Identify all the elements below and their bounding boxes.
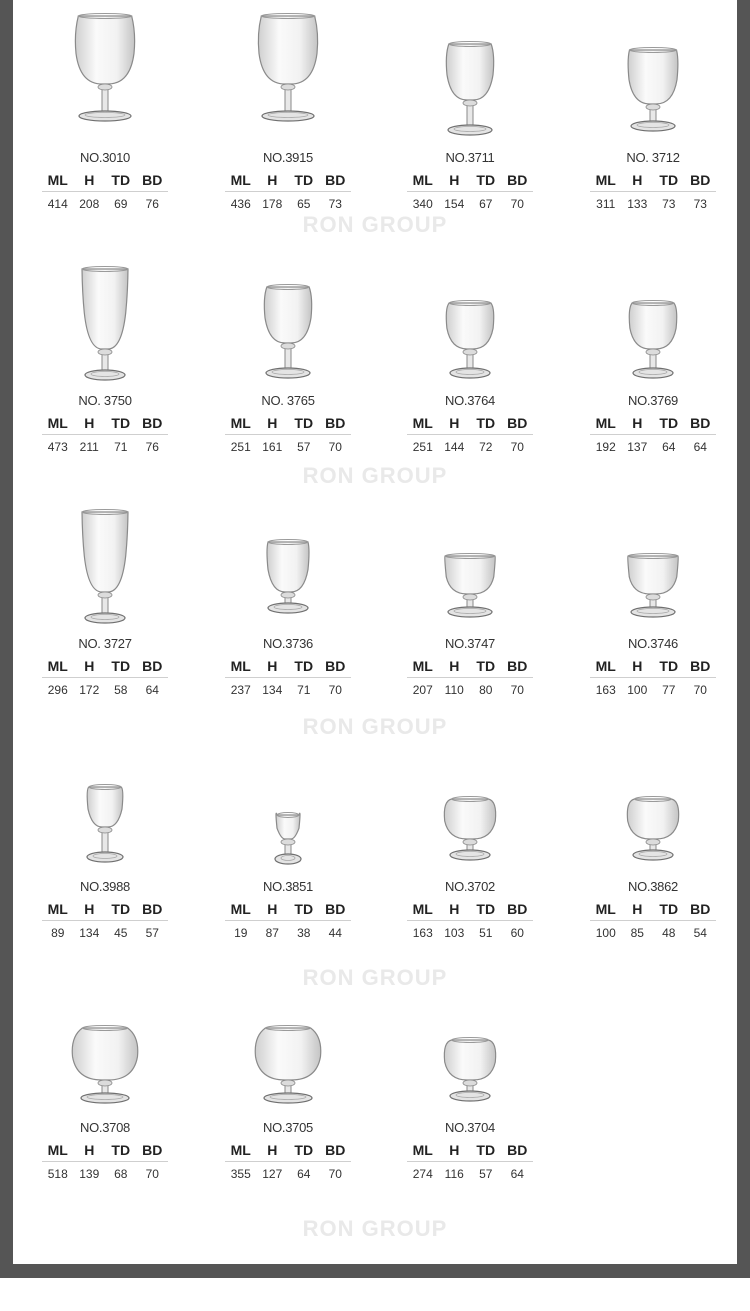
spec-value: 237 [230,683,251,697]
spec-header: H [267,172,278,188]
spec-header: TD [476,901,496,917]
spec-header-row [42,1142,168,1162]
spec-value: 296 [47,683,68,697]
spec-header: TD [476,415,496,431]
spec-header: H [449,1142,460,1158]
spec-header-row [225,901,351,921]
spec-header: BD [142,172,163,188]
product-card [213,492,363,712]
spec-header: TD [294,415,314,431]
spec-value: 54 [693,926,707,940]
spec-header: H [267,901,278,917]
spec-header: H [449,172,460,188]
spec-value: 172 [79,683,100,697]
glass-image [395,6,545,146]
spec-value: 134 [79,926,100,940]
spec-header: ML [47,172,68,188]
spec-value: 70 [510,197,524,211]
model-number: NO.3708 [80,1120,130,1135]
watermark: RON GROUP [302,965,448,990]
spec-header: BD [325,172,346,188]
spec-value: 163 [412,926,433,940]
spec-header: TD [659,172,679,188]
spec-header: BD [142,415,163,431]
spec-value: 67 [479,197,493,211]
spec-value: 60 [510,926,524,940]
spec-value: 70 [328,1167,342,1181]
product-card [213,6,363,226]
spec-header: ML [230,172,251,188]
spec-header-row [407,658,533,678]
spec-header: ML [412,1142,433,1158]
model-number: NO.3705 [263,1120,313,1135]
spec-value: 311 [596,197,616,211]
spec-header: H [632,172,643,188]
spec-value-row [225,435,351,454]
spec-table [225,901,351,940]
spec-value: 139 [79,1167,100,1181]
spec-header: TD [111,901,131,917]
spec-value: 64 [297,1167,311,1181]
watermark: RON GROUP [302,463,448,488]
spec-value: 44 [328,926,342,940]
spec-table [225,172,351,211]
glass-image [395,735,545,875]
spec-header: H [449,415,460,431]
spec-header: TD [111,172,131,188]
spec-header-row [225,172,351,192]
spec-value-row [590,435,716,454]
spec-value: 64 [510,1167,524,1181]
model-number: NO.3010 [80,150,130,165]
spec-value: 87 [265,926,279,940]
glass-image [30,249,180,389]
spec-header: ML [47,901,68,917]
spec-value: 127 [262,1167,283,1181]
spec-value-row [225,1162,351,1181]
spec-value: 45 [114,926,128,940]
spec-value: 51 [479,926,493,940]
spec-header: BD [690,901,711,917]
spec-value: 64 [145,683,159,697]
spec-value: 251 [412,440,433,454]
spec-value: 251 [230,440,251,454]
spec-table [42,901,168,940]
spec-header: H [84,415,95,431]
spec-value: 70 [328,440,342,454]
model-number: NO.3704 [445,1120,495,1135]
spec-value: 192 [595,440,616,454]
spec-value: 70 [510,440,524,454]
glass-image [213,249,363,389]
glass-image [578,6,728,146]
product-card [395,976,545,1196]
spec-header: H [267,415,278,431]
spec-value: 518 [47,1167,68,1181]
spec-value: 71 [297,683,311,697]
product-card [213,249,363,469]
spec-value: 72 [479,440,493,454]
spec-value-row [225,192,351,211]
spec-header-row [407,1142,533,1162]
spec-header-row [407,901,533,921]
spec-value-row [407,435,533,454]
glass-image [395,976,545,1116]
spec-value: 137 [627,440,648,454]
product-card [30,249,180,469]
spec-header: TD [294,658,314,674]
spec-value: 73 [328,197,342,211]
spec-value: 73 [693,197,707,211]
spec-header: TD [294,172,314,188]
spec-header: H [84,658,95,674]
spec-header: ML [412,658,433,674]
model-number: NO.3915 [263,150,313,165]
spec-value: 19 [234,926,248,940]
spec-value: 144 [444,440,465,454]
spec-value: 110 [444,683,464,697]
glass-image [30,492,180,632]
product-card [30,735,180,955]
spec-value: 68 [114,1167,128,1181]
spec-header: ML [230,901,251,917]
spec-table [225,658,351,697]
spec-value: 211 [79,440,99,454]
spec-header: H [632,658,643,674]
spec-header: TD [294,1142,314,1158]
spec-header-row [42,172,168,192]
spec-value: 274 [412,1167,433,1181]
glass-image [30,6,180,146]
spec-table [590,172,716,211]
model-number: NO. 3765 [261,393,315,408]
spec-value: 208 [79,197,100,211]
spec-header: BD [507,1142,528,1158]
glass-image [578,249,728,389]
spec-table [42,172,168,211]
spec-header-row [42,415,168,435]
model-number: NO.3736 [263,636,313,651]
spec-header: TD [476,1142,496,1158]
spec-table [407,172,533,211]
spec-header: BD [325,1142,346,1158]
spec-value: 340 [412,197,433,211]
spec-table [590,415,716,454]
spec-header: H [449,901,460,917]
model-number: NO. 3750 [78,393,132,408]
model-number: NO.3988 [80,879,130,894]
spec-header: H [632,901,643,917]
model-number: NO.3851 [263,879,313,894]
spec-header: ML [595,172,616,188]
spec-value-row [42,192,168,211]
spec-header: H [267,658,278,674]
spec-value: 116 [444,1167,464,1181]
product-card [395,6,545,226]
spec-value: 77 [662,683,676,697]
spec-header: ML [595,658,616,674]
spec-header: ML [412,172,433,188]
spec-header: BD [690,415,711,431]
spec-header: ML [412,415,433,431]
spec-value: 70 [145,1167,159,1181]
product-card [395,249,545,469]
spec-value-row [42,435,168,454]
spec-value: 85 [630,926,644,940]
product-card [30,976,180,1196]
spec-value: 58 [114,683,128,697]
spec-value: 73 [662,197,676,211]
product-card [213,976,363,1196]
glass-image [213,6,363,146]
product-card [30,492,180,712]
spec-table [407,901,533,940]
glass-image [30,976,180,1116]
spec-value: 161 [262,440,283,454]
spec-value-row [225,921,351,940]
spec-header: ML [230,415,251,431]
spec-table [42,658,168,697]
spec-value-row [590,678,716,697]
spec-table [407,415,533,454]
spec-header-row [225,415,351,435]
spec-value: 70 [328,683,342,697]
spec-value: 134 [262,683,283,697]
spec-header: TD [111,658,131,674]
product-card [578,735,728,955]
model-number: NO.3769 [628,393,678,408]
spec-value-row [42,678,168,697]
spec-value: 154 [444,197,465,211]
model-number: NO.3702 [445,879,495,894]
spec-header: ML [595,901,616,917]
spec-header: TD [111,1142,131,1158]
spec-table [407,658,533,697]
spec-table [225,415,351,454]
spec-table [225,1142,351,1181]
spec-header: BD [690,658,711,674]
glass-image [578,735,728,875]
spec-value: 57 [479,1167,493,1181]
glass-image [395,249,545,389]
spec-header: BD [325,901,346,917]
spec-header: ML [47,658,68,674]
spec-value-row [407,192,533,211]
product-card [30,6,180,226]
spec-value: 473 [47,440,68,454]
spec-header: ML [412,901,433,917]
spec-header-row [590,415,716,435]
glass-image [30,735,180,875]
spec-header: TD [659,415,679,431]
spec-header-row [42,658,168,678]
spec-value: 178 [262,197,283,211]
spec-header: BD [325,658,346,674]
spec-header: ML [595,415,616,431]
glass-image [578,492,728,632]
spec-value: 64 [693,440,707,454]
spec-header: ML [47,1142,68,1158]
spec-value-row [42,921,168,940]
spec-header: H [449,658,460,674]
spec-header: ML [230,658,251,674]
spec-value-row [42,1162,168,1181]
spec-value: 70 [693,683,707,697]
glass-image [213,976,363,1116]
product-card [578,6,728,226]
spec-value: 70 [510,683,524,697]
spec-value: 76 [145,440,159,454]
spec-value-row [590,921,716,940]
spec-header-row [42,901,168,921]
spec-header: TD [294,901,314,917]
spec-value: 57 [145,926,159,940]
spec-header-row [590,658,716,678]
spec-value-row [407,921,533,940]
model-number: NO.3862 [628,879,678,894]
model-number: NO.3711 [445,150,495,165]
spec-header-row [590,901,716,921]
model-number: NO.3747 [445,636,495,651]
spec-value: 65 [297,197,311,211]
spec-header: ML [230,1142,251,1158]
spec-header-row [407,415,533,435]
spec-value-row [407,1162,533,1181]
model-number: NO. 3712 [626,150,680,165]
catalog-panel [13,0,737,1264]
watermark: RON GROUP [302,212,448,237]
spec-header: BD [507,658,528,674]
spec-value: 69 [114,197,128,211]
spec-header: BD [507,415,528,431]
spec-header: H [84,172,95,188]
spec-table [590,658,716,697]
spec-value: 100 [595,926,616,940]
spec-value: 71 [114,440,128,454]
glass-image [213,492,363,632]
spec-header: TD [111,415,131,431]
spec-header: BD [325,415,346,431]
product-card [395,492,545,712]
spec-header-row [225,658,351,678]
product-card [395,735,545,955]
spec-table [407,1142,533,1181]
watermark: RON GROUP [302,714,448,739]
spec-header: TD [659,901,679,917]
spec-header-row [407,172,533,192]
spec-value: 48 [662,926,676,940]
spec-value: 355 [230,1167,251,1181]
spec-header: H [632,415,643,431]
spec-value: 38 [297,926,311,940]
spec-value: 207 [412,683,433,697]
product-card [578,249,728,469]
spec-header: BD [142,901,163,917]
spec-value-row [225,678,351,697]
model-number: NO. 3727 [78,636,132,651]
spec-value: 103 [444,926,465,940]
product-card [213,735,363,955]
spec-value: 163 [595,683,616,697]
spec-header: BD [690,172,711,188]
spec-value-row [590,192,716,211]
spec-value-row [407,678,533,697]
spec-value: 133 [627,197,648,211]
spec-header: ML [47,415,68,431]
spec-value: 80 [479,683,493,697]
spec-value: 57 [297,440,311,454]
spec-value: 100 [627,683,648,697]
spec-header-row [225,1142,351,1162]
model-number: NO.3764 [445,393,495,408]
spec-table [590,901,716,940]
watermark: RON GROUP [302,1216,448,1241]
spec-value: 436 [230,197,251,211]
spec-header: BD [142,658,163,674]
spec-header: H [84,901,95,917]
spec-header: H [84,1142,95,1158]
spec-value: 64 [662,440,676,454]
spec-header: BD [507,901,528,917]
spec-value: 414 [47,197,68,211]
spec-header-row [590,172,716,192]
spec-header: BD [507,172,528,188]
spec-header: H [267,1142,278,1158]
spec-value: 89 [51,926,65,940]
spec-value: 76 [145,197,159,211]
model-number: NO.3746 [628,636,678,651]
spec-header: TD [476,658,496,674]
glass-image [395,492,545,632]
product-card [578,492,728,712]
spec-header: TD [659,658,679,674]
spec-table [42,1142,168,1181]
glass-image [213,735,363,875]
spec-header: TD [476,172,496,188]
spec-table [42,415,168,454]
spec-header: BD [142,1142,163,1158]
